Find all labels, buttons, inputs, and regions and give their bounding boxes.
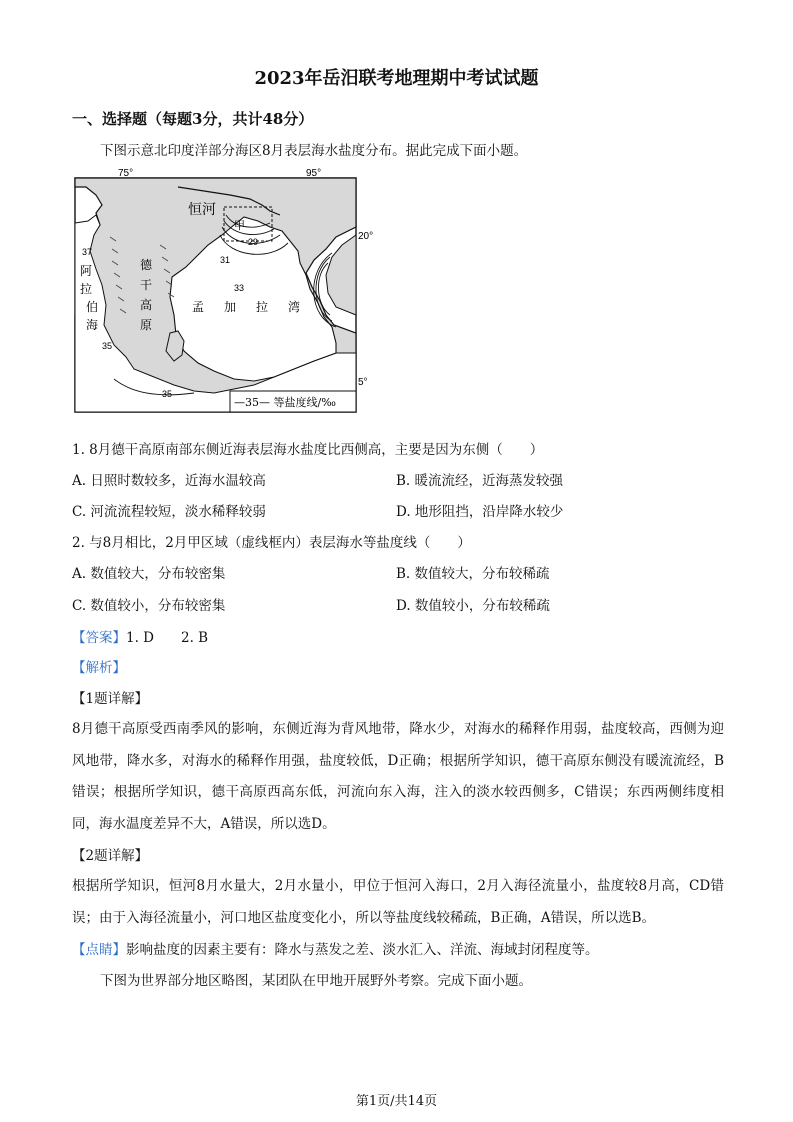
q1-option-c: C. 河流流程较短，淡水稀释较弱 [72, 504, 266, 520]
iso-29-label: 29 [248, 237, 259, 247]
jia-label: 甲 [234, 219, 245, 232]
plateau-char-4: 原 [140, 318, 153, 332]
legend-text: —35— 等盐度线/‰ [234, 396, 336, 409]
q2-option-b: B. 数值较大，分布较稀疏 [396, 566, 550, 582]
page-title: 2023年岳汨联考地理期中考试试题 [254, 68, 539, 89]
lon-75-label: 75° [118, 168, 134, 179]
salinity-map-svg [74, 165, 374, 415]
q1-option-d: D. 地形阻挡，沿岸降水较少 [396, 504, 564, 520]
question-1: 1. 8月德干高原南部东侧近海表层海水盐度比西侧高，主要是因为东侧（ ） [72, 442, 544, 458]
q2-option-a: A. 数值较大，分布较密集 [72, 566, 226, 582]
plateau-char-1: 德 [140, 258, 153, 272]
q2-option-d: D. 数值较小，分布较稀疏 [396, 598, 550, 614]
tip-text: 影响盐度的因素主要有：降水与蒸发之差、淡水汇入、洋流、海域封闭程度等。 [126, 942, 599, 958]
section-heading: 一、选择题（每题3分，共计48分） [72, 110, 314, 128]
bay-char-4: 湾 [288, 300, 301, 314]
iso-37-label: 37 [82, 247, 93, 257]
lat-20-label: 20° [358, 231, 374, 242]
lat-5-label: 5° [358, 377, 368, 388]
tip-line [72, 940, 599, 960]
iso-31-label: 31 [220, 255, 231, 265]
answer-label: 【答案】 [72, 630, 126, 646]
q2-option-c: C. 数值较小，分布较密集 [72, 598, 226, 614]
salinity-map [74, 165, 374, 415]
bay-char-1: 孟 [192, 300, 205, 314]
arab-char-4: 海 [86, 318, 99, 332]
answer-text: 1. D 2. B [126, 630, 209, 646]
analysis-label: 【解析】 [72, 660, 126, 676]
plateau-char-2: 干 [140, 278, 153, 292]
intro-text-2: 下图为世界部分地区略图，某团队在甲地开展野外考察。完成下面小题。 [100, 973, 532, 989]
iso-35-south-label: 35 [162, 389, 173, 399]
bay-char-2: 加 [224, 300, 237, 314]
bay-char-3: 拉 [256, 300, 269, 314]
question-2: 2. 与8月相比，2月甲区域（虚线框内）表层海水等盐度线（ ） [72, 535, 471, 551]
q1-option-b: B. 暖流流经，近海蒸发较强 [396, 473, 564, 489]
detail-2-label: 【2题详解】 [72, 848, 149, 864]
page-footer: 第1页/共14页 [355, 1094, 438, 1109]
plateau-char-3: 高 [140, 298, 153, 312]
iso-33-label: 33 [234, 283, 245, 293]
arab-char-1: 阿 [80, 264, 93, 278]
q1-option-a: A. 日照时数较多，近海水温较高 [72, 473, 266, 489]
intro-text-1: 下图示意北印度洋部分海区8月表层海水盐度分布。据此完成下面小题。 [100, 143, 528, 159]
arab-char-2: 拉 [80, 282, 93, 296]
tip-label: 【点睛】 [72, 942, 126, 958]
arab-char-3: 伯 [86, 300, 99, 314]
detail-1-text: 8月德干高原受西南季风的影响，东侧近海为背风地带，降水少，对海水的稀释作用弱，盐度较高，西侧为迎风地带，降水多，对海水的稀释作用强，盐度较低，D正确；根据所学知识，德干高原东侧没有暖流流经，B错误；根据所学知识，德干高原西高东低，河流向东入海，注入的淡水较西侧多，C错误；东西两侧纬度相同，海水温度差异不大，A错误，所以选D。 [72, 721, 724, 832]
iso-35-west-label: 35 [102, 341, 113, 351]
lon-95-label: 95° [306, 168, 322, 179]
ganges-label: 恒河 [188, 202, 216, 218]
detail-1-label: 【1题详解】 [72, 691, 149, 707]
detail-2-text: 根据所学知识，恒河8月水量大，2月水量小，甲位于恒河入海口，2月入海径流量小，盐度较8月高，CD错误；由于入海径流量小，河口地区盐度变化小，所以等盐度线较稀疏，B正确，A错误，所以选B。 [72, 878, 724, 926]
answer-line [72, 628, 208, 648]
